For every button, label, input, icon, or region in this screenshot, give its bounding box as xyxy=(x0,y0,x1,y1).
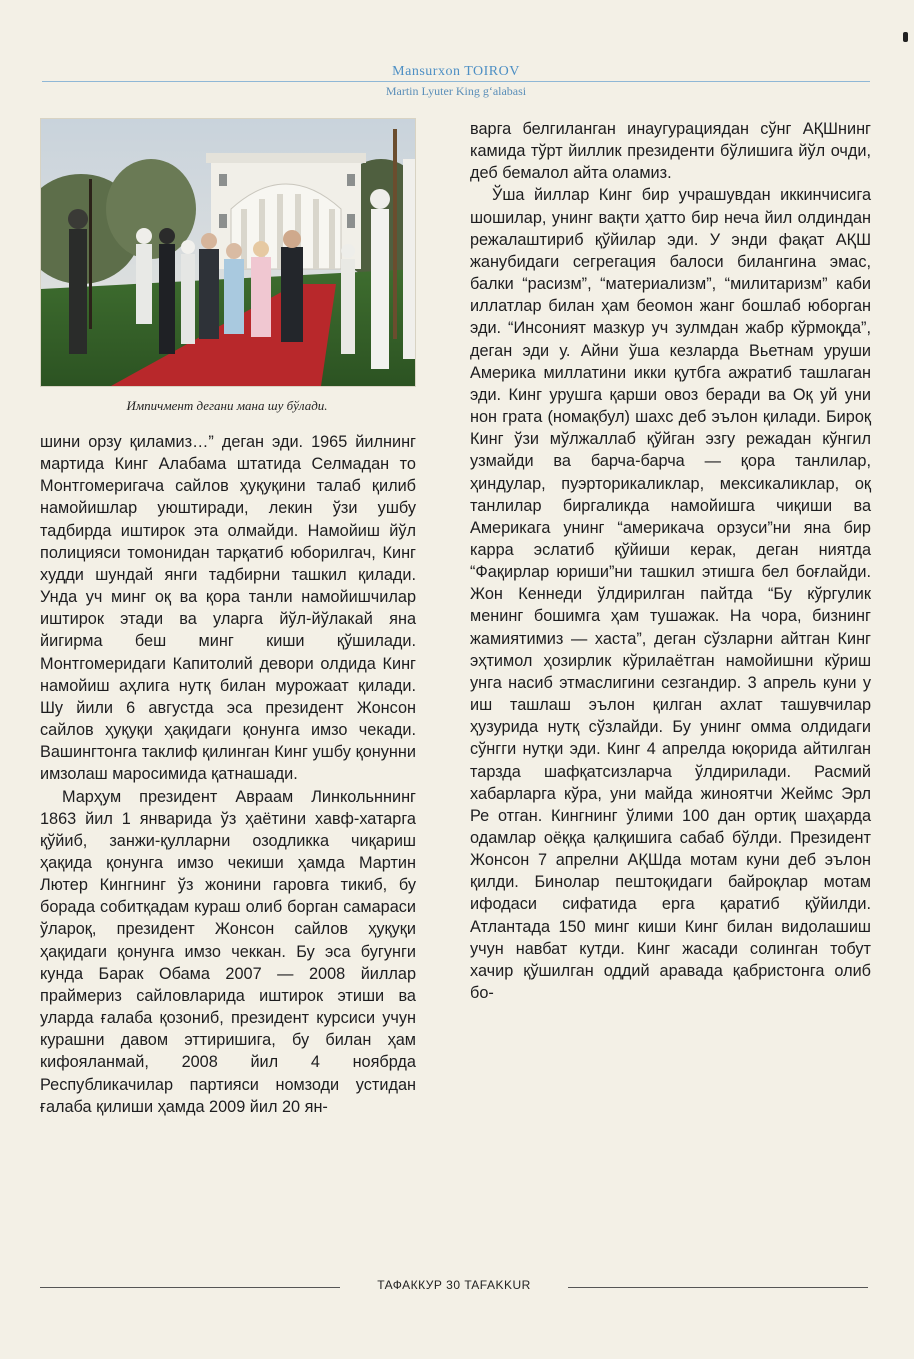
photo-caption: Импичмент дегани мана шу бўлади. xyxy=(126,398,328,413)
paragraph: Марҳум президент Авраам Линкольннинг 1863 йил 1 январида ўз ҳаётини хавф-хатарга қўйиб, занжи-қулларни озодликка чиқариш ҳақида қонунга имзо чекиши ҳамда Мартин Лютер Кингнинг ўз жонини гаровга тикиб, бу борада собитқадам кураш олиб борган самараси ўлароқ, президент Жонсон сайлов ҳуқуқи ҳақидаги қонунга имзо чеккан. Бу эса бугунги кунда Барак Обама 2007 — 2008 йиллар праймериз сайловларида иштирок этиши ва уларда ғалаба қозониб, президент курсиси учун курашни давом эттиришига, бу билан ҳам кифояланмай, 2008 йил 4 ноябрда Республикачилар партияси номзоди устидан ғалаба қилиши ҳамда 2009 йил 20 ян- xyxy=(40,787,416,1116)
text-column-right xyxy=(470,118,871,1004)
running-header xyxy=(42,64,870,99)
paragraph: шини орзу қиламиз…” деган эди. 1965 йилнинг мартида Кинг Алабама штатида Селмадан то Монтгомеригача сайлов ҳуқуқини талаб қилиб намойишлар уюштиради, лекин ўзи ушбу тадбирда иштирок эта олмайди. Намойиш йўл полицияси томонидан тарқатиб юборилгач, Кинг худди шундай янги тадбирни ташкил қилади. Унда уч минг оқ ва қора танли намойишчилар иштирок этади ва уларга йўл-йўлакай яна йигирма беш минг киши қўшилади. Монтгомеридаги Капитолий девори олдида Кинг намойиш аҳлига нутқ билан мурожаат қилади. Шу йили 6 августда эса президент Жонсон сайлов ҳуқуқи ҳақидаги қонунга имзо чекади. Вашингтонга таклиф қилинган Кинг ушбу қонунни имзолаш маросимида қатнашади. xyxy=(40,433,416,784)
page-footer xyxy=(40,1278,868,1298)
footer-label: ТАФАККУР 30 TAFAKKUR xyxy=(377,1278,531,1292)
header-subtitle: Martin Lyuter King g‘alabasi xyxy=(385,84,527,98)
paragraph: Ўша йиллар Кинг бир учрашувдан иккинчисига шошилар, унинг вақти ҳатто бир неча йил олдиндан режалаштириб қўйилар эди. У энди фақат АҚШ жанубидаги сегрегация балоси билангина эмас, балки “расизм”, “материализм”, “милитаризм” каби иллатлар билан ҳам беомон жанг бошлаб юборган эди. “Инсоният мазкур уч зулмдан жабр кўрмоқда”, деган эди у. Айни ўша кезларда Вьетнам уруши Америка миллатини икки қутбга ажратиб ташлаган эди. Кинг урушга қарши овоз беради ва Оқ уй уни нон грата (номақбул) шахс деб эълон қилади. Бироқ Кинг ўзи мўлжаллаб қўйган эзгу режадан кўнгил узмайди ва барча-барча — қора танлилар, ҳиндулар, пуэрторикаликлар, мексикаликлар, оқ танлилар биргаликда намойишга чиқиши ва Америкага унинг “америкача орзуси”ни яна бир карра эслатиб қўйиши керак, деган ниятда “Фақирлар юриши”ни ташкил этишга бел боғлайди. Жон Кеннеди ўлдирилган пайтда “Бу кўргулик менинг бошимга ҳам тушажак. На чора, бизнинг жамиятимиз — хаста”, деган сўзларни айтган Кинг эҳтимол ҳозирлик кўрилаётган намойишни кўриш унга насиб этмаслигини сезгандир. 3 апрель куни у иш ташлаш эълон қилган ахлат ташувчилар ҳузурида нутқ сўзлайди. Бу унинг омма олдидаги сўнгги нутқи эди. Кинг 4 апрелда юқорида айтилган тарзда шафқатсизларча ўлдирилади. Расмий хабарларга кўра, уни майда жиноятчи Жеймс Эрл Ре отган. Кингнинг ўлими 100 дан ортиқ шаҳарда одамлар оёққа қалқишига сабаб бўлди. Президент Жонсон 7 апрелни АҚШда мотам куни деб эълон қилди. Бинолар пештоқидаги байроқлар мотам ифодаси сифатида ерга қаратиб қўйилди. Атлантада 150 минг киши Кинг билан видолашиш учун навбат кутди. Кинг жасади солинган тобут хачир қўшилган оддий аравада қабристонга олиб бо- xyxy=(470,186,871,1003)
page-edge-mark xyxy=(903,32,908,42)
header-author: Mansurxon TOIROV xyxy=(392,64,520,79)
article-photo xyxy=(40,118,416,387)
text-column-left xyxy=(40,431,416,1118)
white-house-ceremony-illustration xyxy=(41,119,415,386)
paragraph: варга белгиланган инаугурациядан сўнг АҚШнинг камида тўрт йиллик президенти бўлишига йўл очди, деб бемалол айта оламиз. xyxy=(470,120,871,183)
header-rule xyxy=(42,81,870,82)
